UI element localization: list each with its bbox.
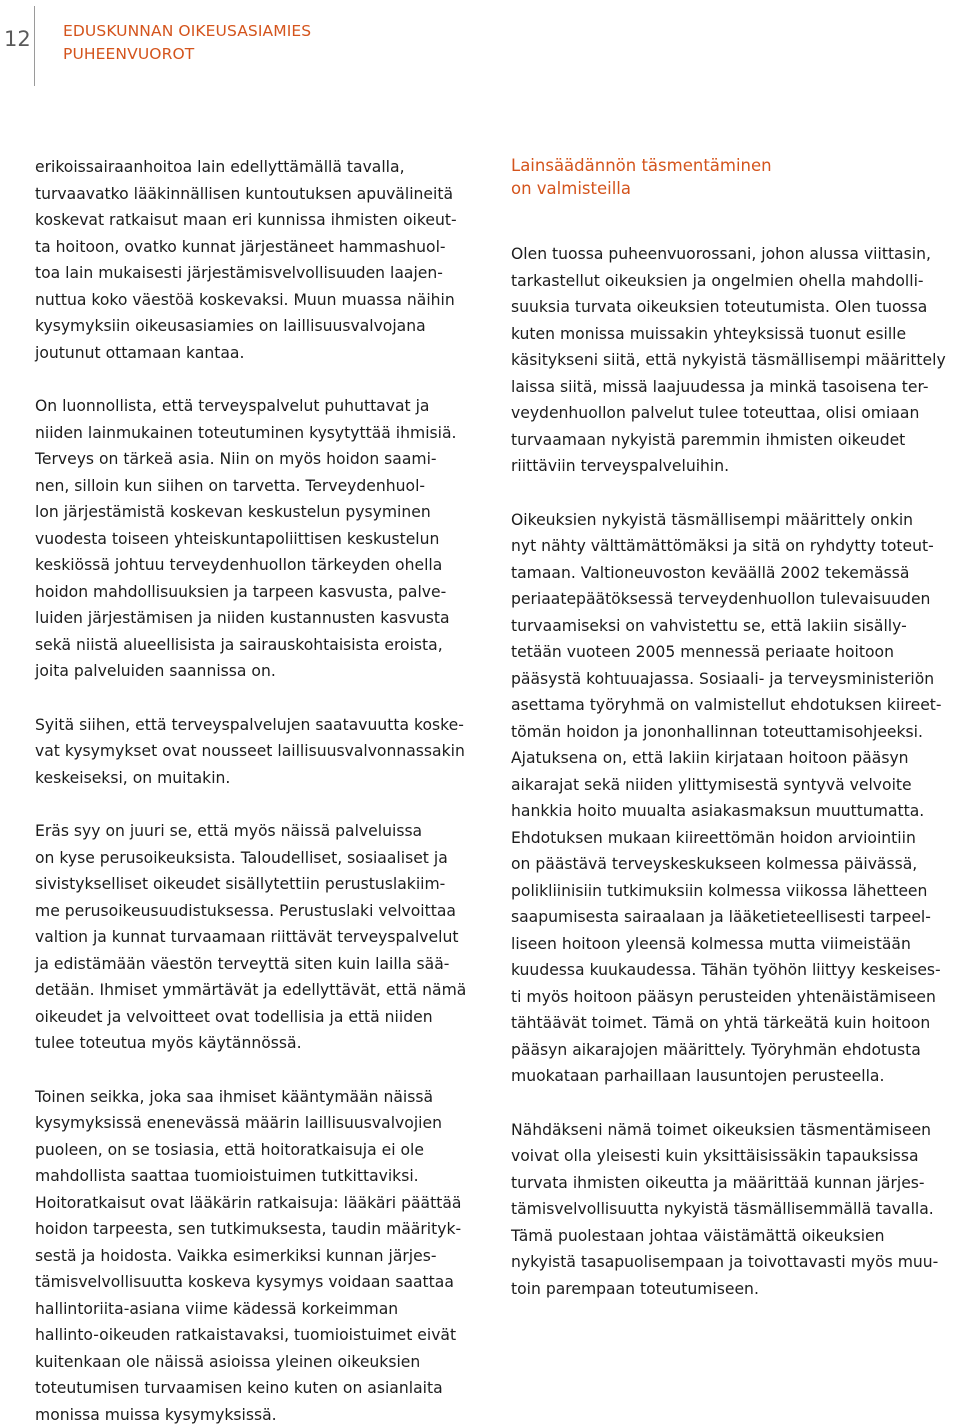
header-title-line-1: EDUSKUNNAN OIKEUSASIAMIES <box>63 20 311 43</box>
text-line: hankkia hoito muualta asiakasmaksun muuttumatta. <box>511 798 960 825</box>
body-paragraph <box>35 154 485 366</box>
text-line: Hoitoratkaisut ovat lääkärin ratkaisuja: lääkäri päättää <box>35 1190 485 1217</box>
left-column <box>35 154 485 1428</box>
text-line: Terveys on tärkeä asia. Niin on myös hoidon saami- <box>35 446 485 473</box>
text-line: on päästävä terveyskeskukseen kolmessa päivässä, <box>511 851 960 878</box>
text-line: sivistykselliset oikeudet sisällytettiin perustuslakiim- <box>35 871 485 898</box>
header-divider <box>34 6 35 86</box>
text-line: asettama työryhmä on valmistellut ehdotuksen kiireet- <box>511 692 960 719</box>
text-line: kuitenkaan ole näissä asioissa yleinen oikeuksien <box>35 1349 485 1376</box>
text-line: tömän hoidon ja jononhallinnan toteuttamisohjeeksi. <box>511 719 960 746</box>
text-line: tähtäävät toimet. Tämä on yhtä tärkeätä kuin hoitoon <box>511 1010 960 1037</box>
text-line: puoleen, on se tosiasia, että hoitoratkaisuja ei ole <box>35 1137 485 1164</box>
text-line: joutunut ottamaan kantaa. <box>35 340 485 367</box>
text-line: turvaavatko lääkinnällisen kuntoutuksen apuvälineitä <box>35 181 485 208</box>
text-line: On luonnollista, että terveyspalvelut puhuttavat ja <box>35 393 485 420</box>
body-paragraph <box>511 1117 960 1303</box>
body-paragraph <box>35 712 485 792</box>
text-line: ti myös hoitoon pääsyn perusteiden yhtenäistämiseen <box>511 984 960 1011</box>
text-line: hallinto-oikeuden ratkaistavaksi, tuomioistuimet eivät <box>35 1322 485 1349</box>
section-subheading <box>511 154 960 200</box>
header-title-line-2: PUHEENVUOROT <box>63 43 311 66</box>
text-line: Ajatuksena on, että lakiin kirjataan hoitoon pääsyn <box>511 745 960 772</box>
text-line: me perusoikeusuudistuksessa. Perustuslaki velvoittaa <box>35 898 485 925</box>
text-line: kuudessa kuukaudessa. Tähän työhön liittyy keskeises- <box>511 957 960 984</box>
text-line: liseen hoitoon yleensä kolmessa mutta viimeistään <box>511 931 960 958</box>
text-line: toteutumisen turvaamisen keino kuten on asianlaita <box>35 1375 485 1402</box>
text-line: on kyse perusoikeuksista. Taloudelliset, sosiaaliset ja <box>35 845 485 872</box>
subheading-line-2: on valmisteilla <box>511 177 960 200</box>
text-line: nyt nähty välttämättömäksi ja sitä on ryhdytty toteut- <box>511 533 960 560</box>
text-line: sestä ja hoidosta. Vaikka esimerkiksi kunnan järjes- <box>35 1243 485 1270</box>
text-line: Syitä siihen, että terveyspalvelujen saatavuutta koske- <box>35 712 485 739</box>
text-line: nykyistä tasapuolisempaan ja toivottavasti myös muu- <box>511 1249 960 1276</box>
text-line: Oikeuksien nykyistä täsmällisempi määrittely onkin <box>511 507 960 534</box>
text-line: kysymyksissä enenevässä määrin laillisuusvalvojien <box>35 1110 485 1137</box>
text-line: tämisvelvollisuutta nykyistä täsmällisemmällä tavalla. <box>511 1196 960 1223</box>
text-line: tamaan. Valtioneuvoston keväällä 2002 tekemässä <box>511 560 960 587</box>
text-line: muokataan parhaillaan lausuntojen perusteella. <box>511 1063 960 1090</box>
text-line: Ehdotuksen mukaan kiireettömän hoidon arviointiin <box>511 825 960 852</box>
text-line: pääsyn aikarajojen määrittely. Työryhmän ehdotusta <box>511 1037 960 1064</box>
text-line: käsitykseni siitä, että nykyistä täsmällisempi määrittely <box>511 347 960 374</box>
text-line: polikliinisiin tutkimuksiin kolmessa viikossa lähetteen <box>511 878 960 905</box>
text-line: vat kysymykset ovat nousseet laillisuusvalvonnassakin <box>35 738 485 765</box>
text-line: detään. Ihmiset ymmärtävät ja edellyttävät, että nämä <box>35 977 485 1004</box>
body-paragraph <box>35 1084 485 1428</box>
text-line: tämisvelvollisuutta koskeva kysymys voidaan saattaa <box>35 1269 485 1296</box>
text-line: pääsystä kohtuuajassa. Sosiaali- ja terveysministeriön <box>511 666 960 693</box>
text-line: koskevat ratkaisut maan eri kunnissa ihmisten oikeut- <box>35 207 485 234</box>
text-line: Eräs syy on juuri se, että myös näissä palveluissa <box>35 818 485 845</box>
subheading-line-1: Lainsäädännön täsmentäminen <box>511 154 960 177</box>
text-line: monissa muissa kysymyksissä. <box>35 1402 485 1428</box>
text-line: vuodesta toiseen yhteiskuntapoliittisen keskustelun <box>35 526 485 553</box>
text-line: luiden järjestämisen ja niiden kustannusten kasvusta <box>35 605 485 632</box>
text-line: kuten monissa muissakin yhteyksissä tuonut esille <box>511 321 960 348</box>
text-line: oikeudet ja velvoitteet ovat todellisia ja että niiden <box>35 1004 485 1031</box>
running-header <box>63 20 311 66</box>
text-line: Nähdäkseni nämä toimet oikeuksien täsmentämiseen <box>511 1117 960 1144</box>
text-line: erikoissairaanhoitoa lain edellyttämällä tavalla, <box>35 154 485 181</box>
text-line: laissa siitä, missä laajuudessa ja minkä tasoisena ter- <box>511 374 960 401</box>
text-line: hoidon mahdollisuuksien ja tarpeen kasvusta, palve- <box>35 579 485 606</box>
text-line: Tämä puolestaan johtaa väistämättä oikeuksien <box>511 1223 960 1250</box>
text-line: keskiössä johtuu terveydenhuollon tärkeyden ohella <box>35 552 485 579</box>
text-line: riittäviin terveyspalveluihin. <box>511 453 960 480</box>
text-line: toin parempaan toteutumiseen. <box>511 1276 960 1303</box>
text-line: kysymyksiin oikeusasiamies on laillisuusvalvojana <box>35 313 485 340</box>
text-line: Toinen seikka, joka saa ihmiset kääntymään näissä <box>35 1084 485 1111</box>
text-line: ta hoitoon, ovatko kunnat järjestäneet hammashuol- <box>35 234 485 261</box>
text-line: niiden lainmukainen toteutuminen kysytyttää ihmisiä. <box>35 420 485 447</box>
text-line: periaatepäätöksessä terveydenhuollon tulevaisuuden <box>511 586 960 613</box>
text-line: sekä niistä alueellisista ja sairauskohtaisista eroista, <box>35 632 485 659</box>
text-line: joita palveluiden saannissa on. <box>35 658 485 685</box>
body-paragraph <box>511 507 960 1090</box>
text-line: tarkastellut oikeuksien ja ongelmien ohella mahdolli- <box>511 268 960 295</box>
text-line: ja edistämään väestön terveyttä siten kuin lailla sää- <box>35 951 485 978</box>
text-line: aikarajat sekä niiden ylittymisestä syntyvä velvoite <box>511 772 960 799</box>
text-line: lon järjestämistä koskevan keskustelun pysyminen <box>35 499 485 526</box>
body-paragraph <box>511 241 960 480</box>
text-line: keskeiseksi, on muitakin. <box>35 765 485 792</box>
text-line: veydenhuollon palvelut tulee toteuttaa, olisi omiaan <box>511 400 960 427</box>
body-paragraph <box>35 393 485 685</box>
text-line: hoidon tarpeesta, sen tutkimuksesta, taudin määrityk- <box>35 1216 485 1243</box>
body-paragraph <box>35 818 485 1057</box>
text-line: mahdollista saattaa tuomioistuimen tutkittaviksi. <box>35 1163 485 1190</box>
text-line: toa lain mukaisesti järjestämisvelvollisuuden laajen- <box>35 260 485 287</box>
text-line: suuksia turvata oikeuksien toteutumista. Olen tuossa <box>511 294 960 321</box>
text-line: nen, silloin kun siihen on tarvetta. Terveydenhuol- <box>35 473 485 500</box>
text-line: turvaamiseksi on vahvistettu se, että lakiin sisälly- <box>511 613 960 640</box>
text-line: turvata ihmisten oikeutta ja määrittää kunnan järjes- <box>511 1170 960 1197</box>
text-line: nuttua koko väestöä koskevaksi. Muun muassa näihin <box>35 287 485 314</box>
text-line: Olen tuossa puheenvuorossani, johon alussa viittasin, <box>511 241 960 268</box>
text-line: tetään vuoteen 2005 mennessä periaate hoitoon <box>511 639 960 666</box>
text-line: turvaamaan nykyistä paremmin ihmisten oikeudet <box>511 427 960 454</box>
text-line: saapumisesta sairaalaan ja lääketieteellisesti tarpeel- <box>511 904 960 931</box>
text-line: voivat olla yleisesti kuin yksittäisissäkin tapauksissa <box>511 1143 960 1170</box>
text-line: valtion ja kunnat turvaamaan riittävät terveyspalvelut <box>35 924 485 951</box>
page-number: 12 <box>4 26 31 52</box>
text-line: hallintoriita-asiana viime kädessä korkeimman <box>35 1296 485 1323</box>
text-line: tulee toteutua myös käytännössä. <box>35 1030 485 1057</box>
right-column <box>511 154 960 1302</box>
